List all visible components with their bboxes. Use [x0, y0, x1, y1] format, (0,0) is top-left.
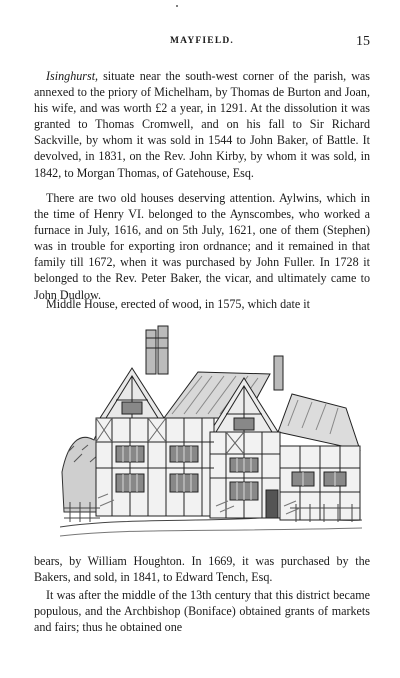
running-title: MAYFIELD. [169, 36, 235, 46]
paragraph-middle-house-continued: bears, by William Houghton. In 1669, it was purchased by the Bakers, and sold, in 1841, to Edward Tench, Esq. [34, 554, 370, 585]
paragraph-isinghurst-text: situate near the south-west corner of the parish, was annexed to the priory of Michelham, by Thomas de Burton and Joan, his wife, and was worth £2 a year, in 1291. At the dissolution it was granted to Thomas Cromwell, and on his fall to Sir Richard Sackville, by whom it was sold in 1544 to John Baker, of Battle. It devolved, in 1831, on the Rev. John Kirby, by whom it was sold, in 1842, to Morgan Thomas, of Gatehouse, Esq. [34, 69, 370, 180]
page-number: 15 [356, 34, 370, 49]
paragraph-old-houses: There are two old houses deserving attention. Aylwins, which in the time of Henry VI. belonged to the Aynscombes, who worked a furnace in July, 1616, and on 5th July, 1621, one of them (Stephen) was in trouble for exporting iron ordnance; and it remained in that family till 1672, when it was purchased by John Fuller. In 1728 it belonged to the Rev. Peter Baker, the vicar, and ultimately came to John Dudlow. [34, 191, 370, 302]
page-speck [176, 5, 178, 7]
place-name-isinghurst: Isinghurst, [46, 69, 99, 83]
paragraph-middle-house: Middle House, erected of wood, in 1575, which date it [46, 297, 310, 311]
paragraph-13th-century: It was after the middle of the 13th century that this district became populous, and the Archbishop (Boniface) obtained grants of markets and fairs; thus he obtained one [34, 588, 370, 635]
timber-framed-house-engraving-icon [60, 322, 362, 544]
running-head [34, 36, 370, 52]
paragraph-isinghurst [34, 68, 370, 181]
